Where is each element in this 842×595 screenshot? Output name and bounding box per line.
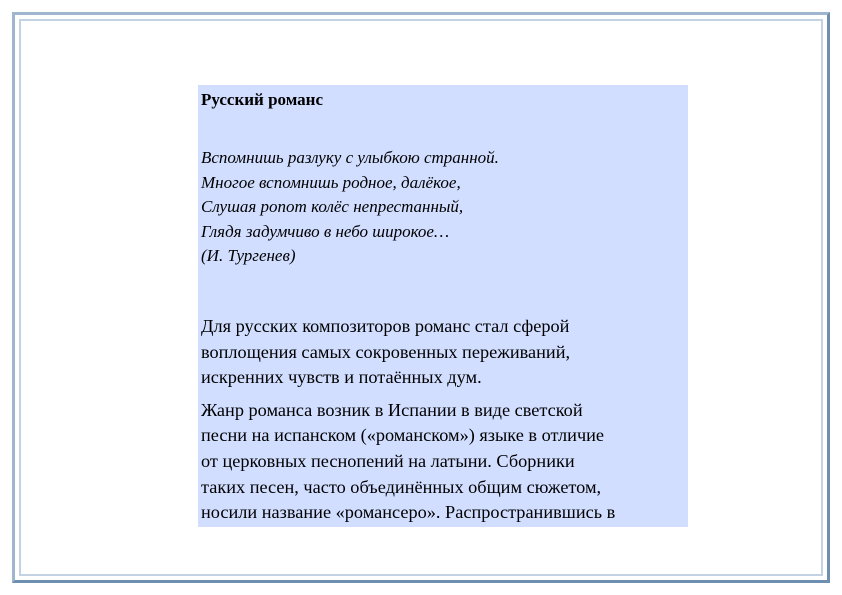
paragraph-line: Жанр романса возник в Испании в виде светской	[201, 399, 583, 420]
poem-line: Слушая ропот колёс непрестанный,	[201, 197, 464, 217]
paragraph-line: воплощения самых сокровенных переживаний,	[201, 341, 571, 362]
paragraph-2	[201, 398, 685, 526]
poem-line: Вспомнишь разлуку с улыбкою странной.	[201, 148, 499, 167]
paragraph-line: от церковных песнопений на латыни. Сборники	[201, 450, 575, 471]
poem-line: Многое вспомнишь родное, далёкое,	[201, 172, 461, 192]
poem-epigraph	[201, 146, 685, 269]
poem-author: (И. Тургенев)	[201, 246, 296, 266]
paragraph-line: носили название «романсеро». Распространившись в	[201, 502, 616, 523]
paragraph-line: таких песен, часто объединённых общим сюжетом,	[201, 476, 602, 497]
paragraph-line: искренних чувств и потаённых дум.	[201, 367, 482, 388]
paragraph-1	[201, 314, 685, 391]
slide-title: Русский романс	[201, 90, 324, 109]
poem-line: Глядя задумчиво в небо широкое…	[201, 221, 450, 241]
text-box	[198, 85, 688, 527]
paragraph-line: Для русских композиторов романс стал сферой	[201, 315, 570, 336]
paragraph-line: песни на испанском («романском») языке в отличие	[201, 425, 605, 446]
